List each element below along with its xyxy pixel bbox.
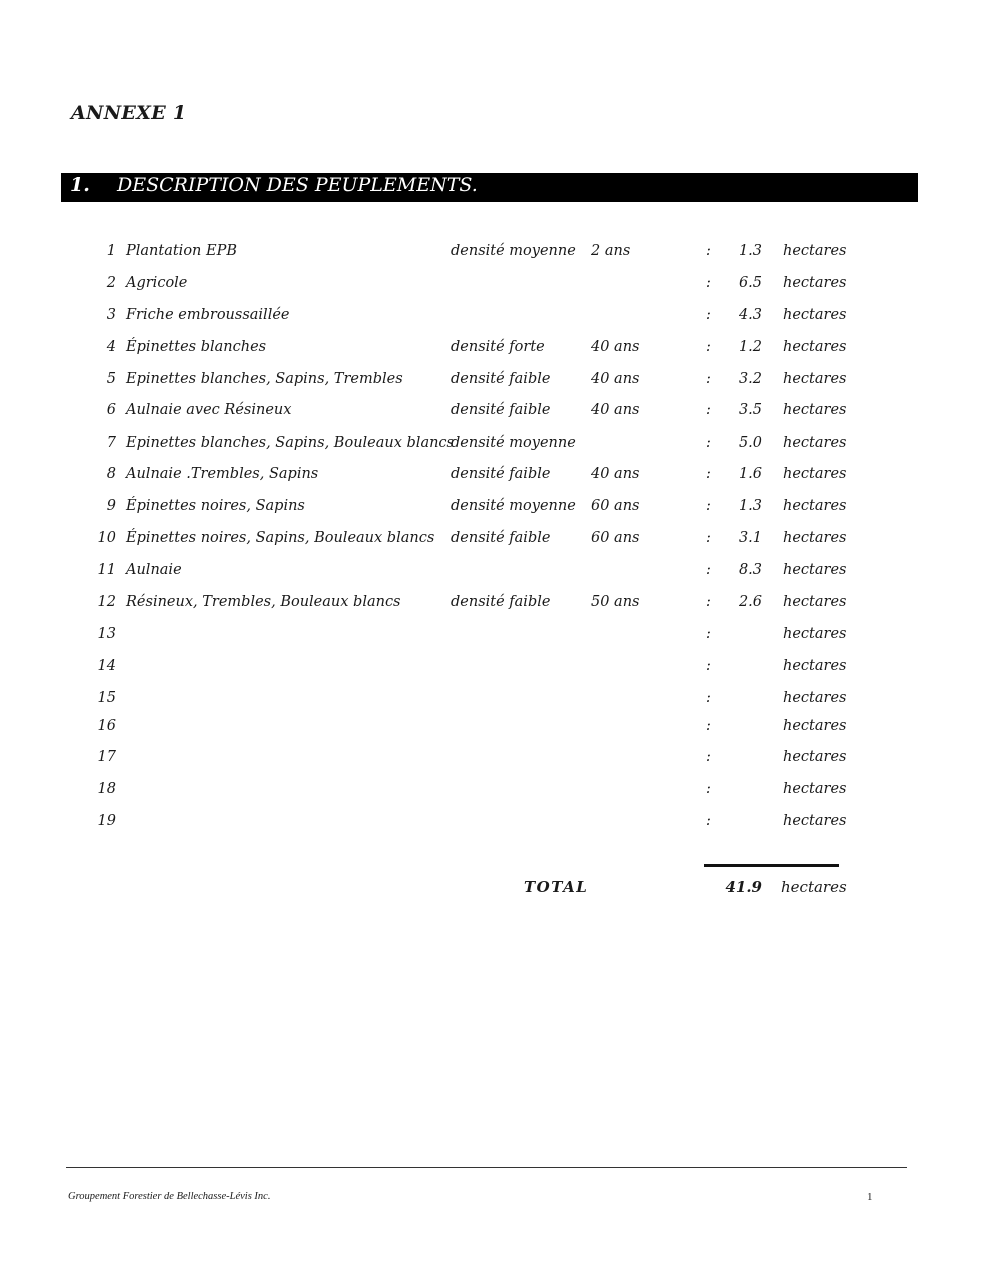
area-unit: hectares bbox=[783, 718, 847, 734]
area-unit: hectares bbox=[783, 562, 847, 578]
row-number: 13 bbox=[97, 626, 116, 642]
row-number: 5 bbox=[106, 371, 116, 387]
stand-density: densité faible bbox=[451, 466, 551, 482]
separator-colon: : bbox=[706, 435, 711, 451]
table-row bbox=[0, 530, 990, 554]
separator-colon: : bbox=[706, 562, 711, 578]
separator-colon: : bbox=[706, 626, 711, 642]
separator-colon: : bbox=[706, 718, 711, 734]
section-title: DESCRIPTION DES PEUPLEMENTS. bbox=[117, 174, 478, 196]
separator-colon: : bbox=[706, 749, 711, 765]
stand-description: Aulnaie avec Résineux bbox=[126, 402, 292, 418]
stand-density: densité faible bbox=[451, 402, 551, 418]
footer-rule bbox=[66, 1167, 907, 1168]
area-unit: hectares bbox=[783, 749, 847, 765]
stand-density: densité faible bbox=[451, 371, 551, 387]
section-banner bbox=[61, 173, 918, 202]
separator-colon: : bbox=[706, 813, 711, 829]
stand-density: densité moyenne bbox=[451, 243, 576, 259]
area-unit: hectares bbox=[783, 530, 847, 546]
stand-description: Épinettes noires, Sapins bbox=[126, 498, 305, 514]
stand-description: Aulnaie bbox=[126, 562, 182, 578]
area-value: 1.3 bbox=[738, 243, 762, 259]
stand-description: Épinettes blanches bbox=[126, 339, 267, 355]
area-unit: hectares bbox=[783, 813, 847, 829]
row-number: 18 bbox=[97, 781, 116, 797]
area-value: 3.2 bbox=[738, 371, 762, 387]
stand-age: 40 ans bbox=[591, 371, 640, 387]
table-row bbox=[0, 718, 990, 742]
stand-description: Epinettes blanches, Sapins, Trembles bbox=[126, 371, 403, 387]
area-unit: hectares bbox=[783, 594, 847, 610]
area-value: 1.3 bbox=[738, 498, 762, 514]
stand-description: Résineux, Trembles, Bouleaux blancs bbox=[126, 594, 401, 610]
annexe-heading: ANNEXE 1 bbox=[71, 102, 187, 124]
stand-description: Friche embroussaillée bbox=[126, 307, 290, 323]
table-row bbox=[0, 307, 990, 331]
area-value: 2.6 bbox=[738, 594, 762, 610]
stand-description: Epinettes blanches, Sapins, Bouleaux blancs bbox=[126, 435, 454, 451]
row-number: 3 bbox=[106, 307, 116, 323]
stand-age: 50 ans bbox=[591, 594, 640, 610]
stand-density: densité faible bbox=[451, 530, 551, 546]
separator-colon: : bbox=[706, 594, 711, 610]
table-row bbox=[0, 626, 990, 650]
row-number: 14 bbox=[97, 658, 116, 674]
area-value: 5.0 bbox=[738, 435, 762, 451]
area-unit: hectares bbox=[783, 781, 847, 797]
separator-colon: : bbox=[706, 402, 711, 418]
row-number: 16 bbox=[97, 718, 116, 734]
row-number: 6 bbox=[106, 402, 116, 418]
separator-colon: : bbox=[706, 275, 711, 291]
area-value: 6.5 bbox=[738, 275, 762, 291]
total-value: 41.9 bbox=[725, 878, 762, 896]
row-number: 4 bbox=[106, 339, 116, 355]
total-unit: hectares bbox=[781, 878, 847, 896]
area-value: 4.3 bbox=[738, 307, 762, 323]
stand-age: 40 ans bbox=[591, 339, 640, 355]
row-number: 1 bbox=[106, 243, 116, 259]
separator-colon: : bbox=[706, 658, 711, 674]
section-number: 1. bbox=[70, 174, 90, 196]
separator-colon: : bbox=[706, 466, 711, 482]
area-value: 3.1 bbox=[738, 530, 762, 546]
area-unit: hectares bbox=[783, 243, 847, 259]
table-row bbox=[0, 466, 990, 490]
area-value: 8.3 bbox=[738, 562, 762, 578]
stand-age: 2 ans bbox=[591, 243, 631, 259]
stand-density: densité faible bbox=[451, 594, 551, 610]
table-row bbox=[0, 402, 990, 426]
stand-description: Épinettes noires, Sapins, Bouleaux blancs bbox=[126, 530, 435, 546]
footer-page-number: 1 bbox=[867, 1191, 873, 1203]
row-number: 15 bbox=[97, 690, 116, 706]
table-row bbox=[0, 435, 990, 459]
table-row bbox=[0, 813, 990, 837]
footer-organization: Groupement Forestier de Bellechasse-Lévis Inc. bbox=[68, 1191, 271, 1202]
table-row bbox=[0, 749, 990, 773]
row-number: 19 bbox=[97, 813, 116, 829]
row-number: 8 bbox=[106, 466, 116, 482]
stand-description: Aulnaie .Trembles, Sapins bbox=[126, 466, 319, 482]
table-row bbox=[0, 339, 990, 363]
area-unit: hectares bbox=[783, 275, 847, 291]
separator-colon: : bbox=[706, 307, 711, 323]
table-row bbox=[0, 371, 990, 395]
area-unit: hectares bbox=[783, 498, 847, 514]
area-unit: hectares bbox=[783, 402, 847, 418]
stand-density: densité moyenne bbox=[451, 435, 576, 451]
stand-age: 60 ans bbox=[591, 530, 640, 546]
stand-age: 60 ans bbox=[591, 498, 640, 514]
separator-colon: : bbox=[706, 530, 711, 546]
table-row bbox=[0, 594, 990, 618]
table-row bbox=[0, 275, 990, 299]
separator-colon: : bbox=[706, 781, 711, 797]
row-number: 2 bbox=[106, 275, 116, 291]
area-value: 3.5 bbox=[738, 402, 762, 418]
area-unit: hectares bbox=[783, 626, 847, 642]
table-row bbox=[0, 781, 990, 805]
table-row bbox=[0, 562, 990, 586]
row-number: 17 bbox=[97, 749, 116, 765]
stand-description: Plantation EPB bbox=[126, 243, 237, 259]
separator-colon: : bbox=[706, 690, 711, 706]
row-number: 10 bbox=[97, 530, 116, 546]
separator-colon: : bbox=[706, 371, 711, 387]
area-unit: hectares bbox=[783, 307, 847, 323]
row-number: 9 bbox=[106, 498, 116, 514]
separator-colon: : bbox=[706, 339, 711, 355]
area-value: 1.6 bbox=[738, 466, 762, 482]
table-row bbox=[0, 243, 990, 267]
separator-colon: : bbox=[706, 243, 711, 259]
area-unit: hectares bbox=[783, 658, 847, 674]
area-unit: hectares bbox=[783, 371, 847, 387]
area-unit: hectares bbox=[783, 690, 847, 706]
separator-colon: : bbox=[706, 498, 711, 514]
total-rule bbox=[704, 864, 839, 867]
area-unit: hectares bbox=[783, 339, 847, 355]
stand-age: 40 ans bbox=[591, 402, 640, 418]
area-unit: hectares bbox=[783, 435, 847, 451]
stand-density: densité moyenne bbox=[451, 498, 576, 514]
row-number: 12 bbox=[97, 594, 116, 610]
row-number: 7 bbox=[106, 435, 116, 451]
total-label: TOTAL bbox=[524, 878, 589, 896]
table-row bbox=[0, 498, 990, 522]
area-unit: hectares bbox=[783, 466, 847, 482]
table-row bbox=[0, 658, 990, 682]
stand-density: densité forte bbox=[451, 339, 545, 355]
table-row bbox=[0, 690, 990, 714]
stand-age: 40 ans bbox=[591, 466, 640, 482]
area-value: 1.2 bbox=[738, 339, 762, 355]
row-number: 11 bbox=[97, 562, 116, 578]
stand-description: Agricole bbox=[126, 275, 188, 291]
